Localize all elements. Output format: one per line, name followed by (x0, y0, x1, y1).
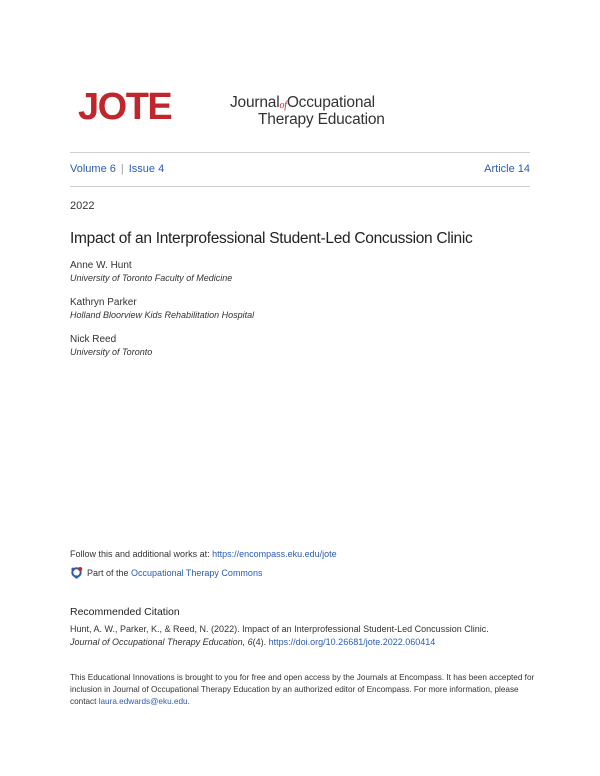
part-of-line (70, 566, 262, 579)
volume-link[interactable]: Volume 6 (70, 163, 116, 175)
citation-authors-title: Hunt, A. W., Parker, K., & Reed, N. (2022). Impact of an Interprofessional Student-Led Concussion Clinic. (70, 624, 489, 634)
author-name: Kathryn Parker (70, 297, 137, 308)
issue-link[interactable]: Issue 4 (128, 163, 165, 175)
access-notice (70, 672, 540, 708)
doi-link[interactable]: https://doi.org/10.26681/jote.2022.060414 (268, 637, 436, 647)
repository-link[interactable]: https://encompass.eku.edu/jote (212, 549, 337, 559)
publication-year: 2022 (70, 200, 95, 212)
author-affiliation: University of Toronto Faculty of Medicine (70, 273, 233, 283)
jote-logo: JOTE (78, 86, 172, 128)
author-affiliation: Holland Bloorview Kids Rehabilitation Hospital (70, 310, 255, 320)
journal-name-line1 (230, 95, 385, 112)
citation-text (70, 623, 540, 649)
notice-end: . (187, 697, 190, 706)
journal-of: of (279, 100, 287, 111)
occupational-word: Occupational (286, 94, 375, 111)
citation-issue: (4). (252, 637, 269, 647)
author-name: Nick Reed (70, 334, 117, 345)
issue-separator: | (120, 163, 124, 175)
author-1 (70, 259, 232, 285)
divider-bottom (70, 186, 530, 187)
part-of-text: Part of the (87, 567, 129, 578)
follow-line (70, 549, 337, 559)
author-2 (70, 296, 254, 322)
journal-word: Journal (230, 94, 280, 111)
notice-text: This Educational Innovations is brought to you for free and open access by the Journals at Encompass. It has been accepted for inclusion in Journal of Occupational Therapy Education by an authorized editor of Encompass. For more information, please contact (70, 673, 535, 706)
article-title: Impact of an Interprofessional Student-Led Concussion Clinic (70, 230, 473, 247)
author-affiliation: University of Toronto (70, 347, 153, 357)
recommended-citation-heading: Recommended Citation (70, 606, 180, 618)
author-name: Anne W. Hunt (70, 260, 132, 271)
contact-email-link[interactable]: laura.edwards@eku.edu (98, 697, 188, 706)
journal-name-line2: Therapy Education (258, 111, 385, 128)
commons-link[interactable]: Occupational Therapy Commons (131, 567, 263, 578)
follow-text: Follow this and additional works at: (70, 549, 213, 559)
article-link[interactable]: Article 14 (484, 163, 530, 175)
author-3 (70, 333, 152, 359)
issue-info (70, 163, 530, 175)
divider-top (70, 152, 530, 153)
citation-journal: Journal of Occupational Therapy Education, 6 (70, 637, 253, 647)
network-icon (70, 566, 83, 579)
journal-name (230, 95, 385, 127)
